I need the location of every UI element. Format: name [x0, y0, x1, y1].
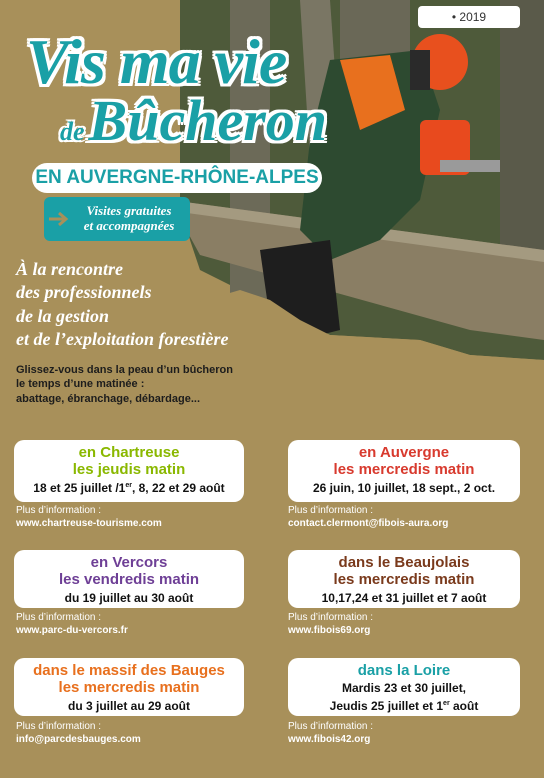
info-label: Plus d’information :	[288, 505, 374, 516]
visites-badge	[44, 197, 190, 241]
visites-line1: Visites gratuites	[86, 203, 172, 219]
event-dates: du 3 juillet au 29 août	[67, 698, 191, 713]
info-link[interactable]: www.chartreuse-tourisme.com	[16, 517, 162, 529]
event-dates: Jeudis 25 juillet et 1er août	[329, 698, 479, 713]
description	[16, 363, 233, 406]
event-location: dans la Loire	[357, 662, 451, 679]
event-location: dans le massif des Bauges	[33, 662, 225, 679]
event-info	[16, 721, 141, 745]
info-label: Plus d’information :	[288, 721, 374, 732]
info-label: Plus d’information :	[16, 505, 102, 516]
info-link[interactable]: www.fibois42.org	[288, 733, 371, 745]
event-day: les mercredis matin	[58, 679, 200, 697]
arrow-right-icon	[44, 197, 74, 241]
intro-heading	[16, 258, 228, 352]
event-card-auvergne	[288, 440, 520, 502]
title-de: de	[60, 117, 85, 146]
event-location: dans le Beaujolais	[338, 554, 470, 571]
event-dates: 18 et 25 juillet /1er, 8, 22 et 29 août	[33, 480, 225, 495]
event-day: les mercredis matin	[333, 461, 475, 479]
info-label: Plus d’information :	[16, 721, 102, 732]
event-card-beaujolais	[288, 550, 520, 608]
event-dates: Mardis 23 et 30 juillet,	[341, 681, 467, 696]
event-info	[288, 612, 373, 636]
event-info	[288, 505, 448, 529]
info-link[interactable]: contact.clermont@fibois-aura.org	[288, 517, 449, 529]
event-location: en Chartreuse	[78, 444, 180, 461]
event-day: les vendredis matin	[58, 571, 200, 589]
intro-line: des professionnels	[16, 282, 152, 303]
visites-text	[74, 204, 184, 234]
event-info	[16, 505, 162, 529]
info-label: Plus d’information :	[288, 612, 374, 623]
event-card-vercors	[14, 550, 244, 608]
event-location: en Auvergne	[358, 444, 450, 461]
region-banner: EN AUVERGNE-RHÔNE-ALPES	[32, 163, 322, 193]
intro-line: À la rencontre	[16, 259, 124, 279]
event-location: en Vercors	[90, 554, 168, 571]
year-badge: • 2019	[418, 6, 520, 28]
title-sub	[60, 88, 328, 153]
intro-line: et de l’exploitation forestière	[16, 329, 229, 350]
event-info	[288, 721, 373, 745]
info-link[interactable]: www.fibois69.org	[288, 624, 371, 636]
description-line: le temps d’une matinée :	[16, 378, 145, 391]
info-label: Plus d’information :	[16, 612, 102, 623]
description-line: Glissez-vous dans la peau d’un bûcheron	[16, 364, 233, 376]
event-day: les jeudis matin	[72, 461, 186, 479]
event-dates: 10,17,24 et 31 juillet et 7 août	[321, 590, 487, 605]
intro-line: de la gestion	[16, 305, 109, 326]
event-day: les mercredis matin	[333, 571, 475, 589]
info-link[interactable]: www.parc-du-vercors.fr	[16, 624, 128, 636]
event-dates: du 19 juillet au 30 août	[64, 590, 194, 605]
title-bucheron: Bûcheron	[88, 88, 328, 153]
event-info	[16, 612, 128, 636]
info-link[interactable]: info@parcdesbauges.com	[16, 733, 141, 745]
event-card-bauges	[14, 658, 244, 716]
event-dates: 26 juin, 10 juillet, 18 sept., 2 oct.	[312, 480, 496, 495]
visites-line2: et accompagnées	[83, 218, 175, 233]
title-vis-ma-vie: Vis ma vie	[26, 26, 287, 97]
event-card-chartreuse	[14, 440, 244, 502]
event-card-loire	[288, 658, 520, 716]
description-line: abattage, ébranchage, débardage...	[16, 392, 201, 405]
